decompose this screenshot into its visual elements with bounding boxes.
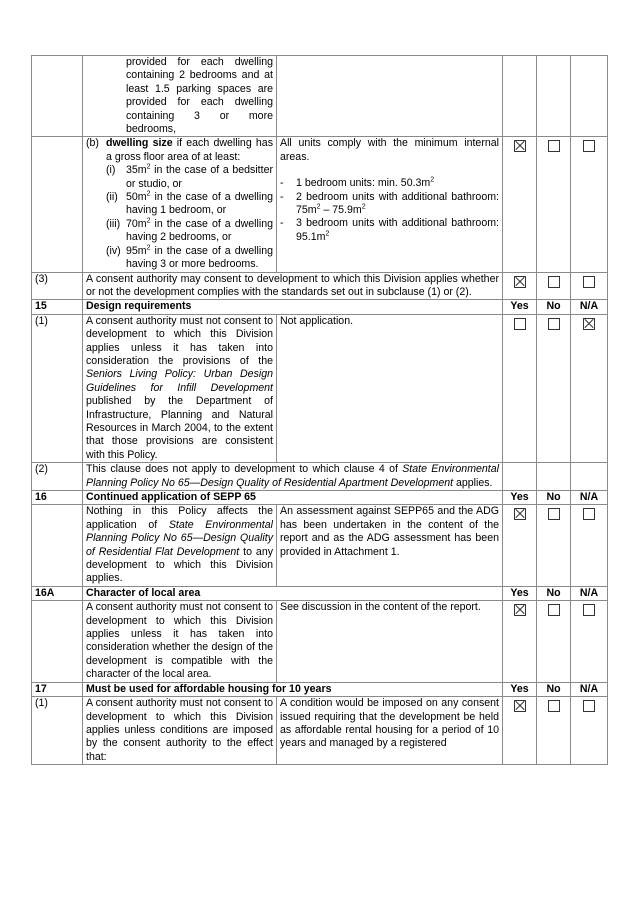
section-header-row [32, 491, 608, 505]
na-checkbox[interactable] [583, 508, 595, 520]
yes-checkbox[interactable] [514, 318, 526, 330]
section-number: 16 [32, 491, 83, 505]
clause-text: This clause does not apply to development to which clause 4 of State Environmental Planning Policy No 65—Design Quality of Residential Apartment Development applies. [83, 463, 503, 491]
comment-cell: An assessment against SEPP65 and the ADG has been undertaken in the content of the report and as the ADG assessment has been provided in Attachment 1. [277, 505, 503, 586]
yes-checkbox[interactable] [514, 508, 526, 520]
clause-text: Nothing in this Policy affects the application of State Environmental Planning Policy No 65—Design Quality of Residential Flat Development to any development to which this Division applies. [83, 505, 277, 586]
comment-cell: Not application. [277, 314, 503, 462]
na-header: N/A [571, 682, 608, 696]
section-title: Design requirements [83, 300, 503, 314]
na-header: N/A [571, 586, 608, 600]
comment-cell: A condition would be imposed on any consent issued requiring that the development be held as affordable rental housing for a period of 10 years and managed by a registered [277, 697, 503, 765]
no-checkbox[interactable] [548, 276, 560, 288]
comment-list [280, 177, 499, 244]
section-number: 17 [32, 682, 83, 696]
table-row [32, 697, 608, 765]
compliance-table [31, 55, 608, 765]
clause-number: (3) [32, 272, 83, 300]
table-row [32, 314, 608, 462]
list-item: - 1 bedroom units: min. $50.3m^2$ [280, 176, 435, 190]
comment-cell: All units comply with the minimum internal areas. - 1 bedroom units: min. $50.3m^2$ - 2 bedroom units with additional bathroom: $75m^2 - 75.9m^2$ - 3 bedroom units with additional bathroom: $95.1m^2$ [277, 137, 503, 272]
list-item: - 2 bedroom units with additional bathroom: $75m^2 - 75.9m^2$ [280, 190, 499, 217]
clause-text: A consent authority must not consent to development to which this Division applies unless it has taken into consideration the provisions of the Seniors Living Policy: Urban Design Guidelines for Infill Development published by the Department of Infrastructure, Planning and Natural Resources in March 2004, to the extent that those provisions are consistent with this Policy. [83, 314, 277, 462]
yes-header: Yes [503, 682, 537, 696]
no-checkbox[interactable] [548, 140, 560, 152]
na-checkbox[interactable] [583, 140, 595, 152]
section-title: Must be used for affordable housing for 10 years [83, 682, 503, 696]
no-header: No [537, 491, 571, 505]
clause-text: A consent authority must not consent to development to which this Division applies unless it has taken into consideration whether the design of the development is compatible with the character of the local area. [83, 601, 277, 682]
list-item: (iv) $95m^2$ in the case of a dwelling having 3 or more bedrooms. [106, 244, 273, 271]
yes-checkbox[interactable] [514, 604, 526, 616]
clause-label: (b) [86, 137, 99, 150]
table-row [32, 505, 608, 586]
yes-checkbox[interactable] [514, 140, 526, 152]
clause-number: (1) [32, 314, 83, 462]
table-row [32, 56, 608, 137]
clause-continuation-text: provided for each dwelling containing 2 bedrooms and at least 1.5 parking spaces are provided for each dwelling containing 3 or more bedrooms, [126, 56, 273, 136]
yes-header: Yes [503, 491, 537, 505]
no-header: No [537, 682, 571, 696]
no-checkbox[interactable] [548, 604, 560, 616]
table-row [32, 137, 608, 272]
no-checkbox[interactable] [548, 318, 560, 330]
na-checkbox[interactable] [583, 700, 595, 712]
yes-checkbox[interactable] [514, 276, 526, 288]
list-item: (i) $35m^2$ in the case of a bedsitter or studio, or [106, 163, 273, 190]
comment-cell: See discussion in the content of the report. [277, 601, 503, 682]
table-row [32, 601, 608, 682]
yes-checkbox[interactable] [514, 700, 526, 712]
na-checkbox[interactable] [583, 604, 595, 616]
table-row [32, 272, 608, 300]
clause-text: A consent authority may consent to development to which this Division applies whether or not the development complies with the standards set out in subclause (1) or (2). [83, 272, 503, 300]
no-header: No [537, 300, 571, 314]
section-title: Continued application of SEPP 65 [83, 491, 503, 505]
clause-number: (2) [32, 463, 83, 491]
section-header-row [32, 300, 608, 314]
no-checkbox[interactable] [548, 700, 560, 712]
section-number: 16A [32, 586, 83, 600]
list-item: - 3 bedroom units with additional bathroom: $95.1m^2$ [280, 217, 499, 243]
clause-b [86, 137, 273, 164]
section-title: Character of local area [83, 586, 503, 600]
na-header: N/A [571, 300, 608, 314]
na-checkbox[interactable] [583, 318, 595, 330]
yes-header: Yes [503, 300, 537, 314]
no-header: No [537, 586, 571, 600]
na-checkbox[interactable] [583, 276, 595, 288]
no-checkbox[interactable] [548, 508, 560, 520]
clause-text: A consent authority must not consent to development to which this Division applies unless conditions are imposed by the consent authority to the effect that: [83, 697, 277, 765]
clause-bold-lead: dwelling size [106, 137, 173, 150]
list-item: (iii) $70m^2$ in the case of a dwelling having 2 bedrooms, or [106, 217, 273, 244]
list-item: (ii) $50m^2$ in the case of a dwelling having 1 bedroom, or [106, 190, 273, 217]
clause-number: (1) [32, 697, 83, 765]
section-header-row [32, 682, 608, 696]
clause-lead: if each dwelling has a gross floor area of at least: [106, 137, 273, 163]
table-row [32, 463, 608, 491]
section-number: 15 [32, 300, 83, 314]
section-header-row [32, 586, 608, 600]
yes-header: Yes [503, 586, 537, 600]
na-header: N/A [571, 491, 608, 505]
